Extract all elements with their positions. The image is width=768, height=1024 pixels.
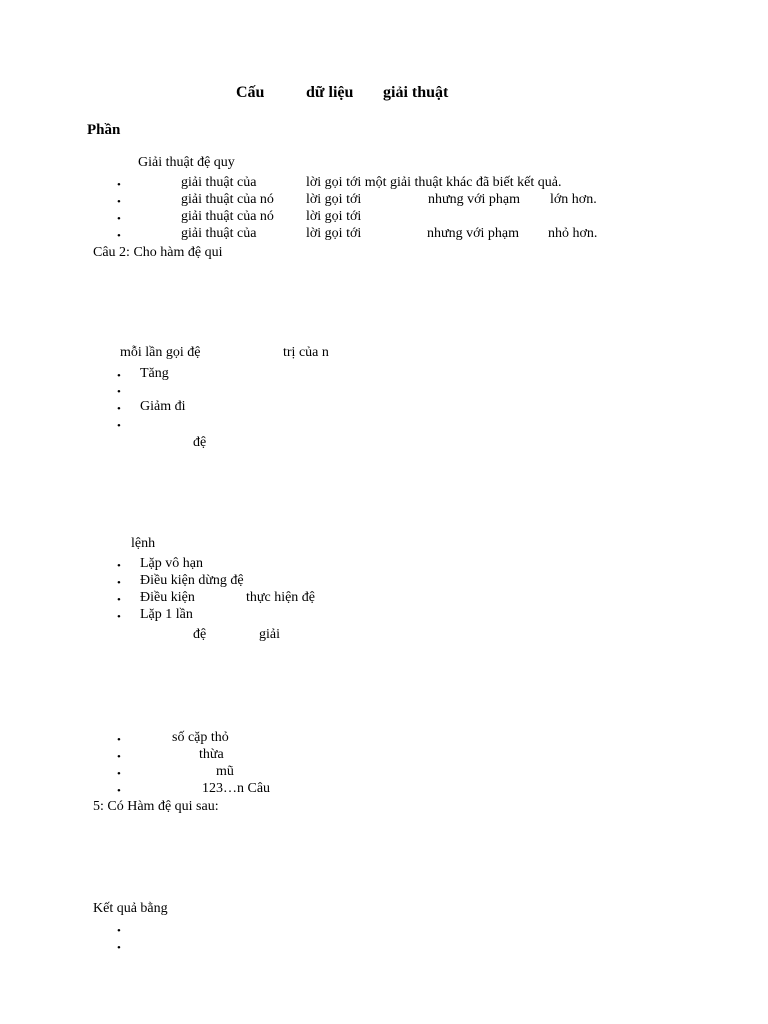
q2-line-b: trị của n (283, 345, 329, 360)
bullet-icon: • (117, 942, 121, 954)
title-word-3: giải thuật (383, 84, 449, 101)
bullet-icon: • (117, 420, 121, 432)
q1-option-1-b: lời gọi tới một giải thuật khác đã biết kết quả. (306, 175, 562, 190)
title-word-2: dữ liệu (306, 84, 354, 101)
q2-heading: Câu 2: Cho hàm đệ qui (93, 245, 223, 260)
q1-option-2-a: giải thuật của nó (181, 192, 274, 207)
q5-heading: 5: Có Hàm đệ qui sau: (93, 799, 219, 814)
q3-trailer-a: đệ (193, 627, 207, 642)
q2-option-1: Tăng (140, 366, 169, 381)
bullet-icon: • (117, 370, 121, 382)
q1-option-3-a: giải thuật của nó (181, 209, 274, 224)
title-word-1: Cấu (236, 84, 265, 101)
q4-option-3: mũ (216, 764, 234, 779)
bullet-icon: • (117, 403, 121, 415)
q1-option-4-d: nhỏ hơn. (548, 226, 598, 241)
bullet-icon: • (117, 230, 121, 242)
q2-line-a: mỗi lần gọi đệ (120, 345, 201, 360)
q2-trailer: đệ (193, 435, 207, 450)
bullet-icon: • (117, 785, 121, 797)
bullet-icon: • (117, 751, 121, 763)
bullet-icon: • (117, 196, 121, 208)
q3-heading: lệnh (131, 536, 156, 551)
q3-option-4-a: Lặp 1 lần (140, 607, 193, 622)
q1-option-2-b: lời gọi tới (306, 192, 362, 207)
q3-trailer-b: giải (259, 627, 280, 642)
q1-option-4-b: lời gọi tới (306, 226, 362, 241)
q1-option-4-a: giải thuật của (181, 226, 257, 241)
q1-option-2-d: lớn hơn. (550, 192, 597, 207)
q1-option-4-c: nhưng với phạm (427, 226, 519, 241)
section-heading: Phần (87, 122, 121, 138)
bullet-icon: • (117, 734, 121, 746)
bullet-icon: • (117, 560, 121, 572)
bullet-icon: • (117, 768, 121, 780)
bullet-icon: • (117, 386, 121, 398)
bullet-icon: • (117, 577, 121, 589)
bullet-icon: • (117, 925, 121, 937)
bullet-icon: • (117, 213, 121, 225)
q2-option-3: Giảm đi (140, 399, 186, 414)
bullet-icon: • (117, 179, 121, 191)
q1-option-1-a: giải thuật của (181, 175, 257, 190)
q3-option-1-a: Lặp vô hạn (140, 556, 203, 571)
q1-intro: Giải thuật đệ quy (138, 155, 235, 170)
bullet-icon: • (117, 611, 121, 623)
q3-option-3-a: Điều kiện (140, 590, 195, 605)
q4-option-2: thừa (199, 747, 224, 762)
bullet-icon: • (117, 594, 121, 606)
q4-option-1: số cặp thỏ (172, 730, 229, 745)
q3-option-3-b: thực hiện đệ (246, 590, 316, 605)
q3-option-2-a: Điều kiện dừng đệ (140, 573, 244, 588)
q4-option-4: 123…n Câu (202, 781, 271, 796)
q1-option-3-b: lời gọi tới (306, 209, 362, 224)
q5-result-label: Kết quả bằng (93, 901, 168, 916)
q1-option-2-c: nhưng với phạm (428, 192, 520, 207)
